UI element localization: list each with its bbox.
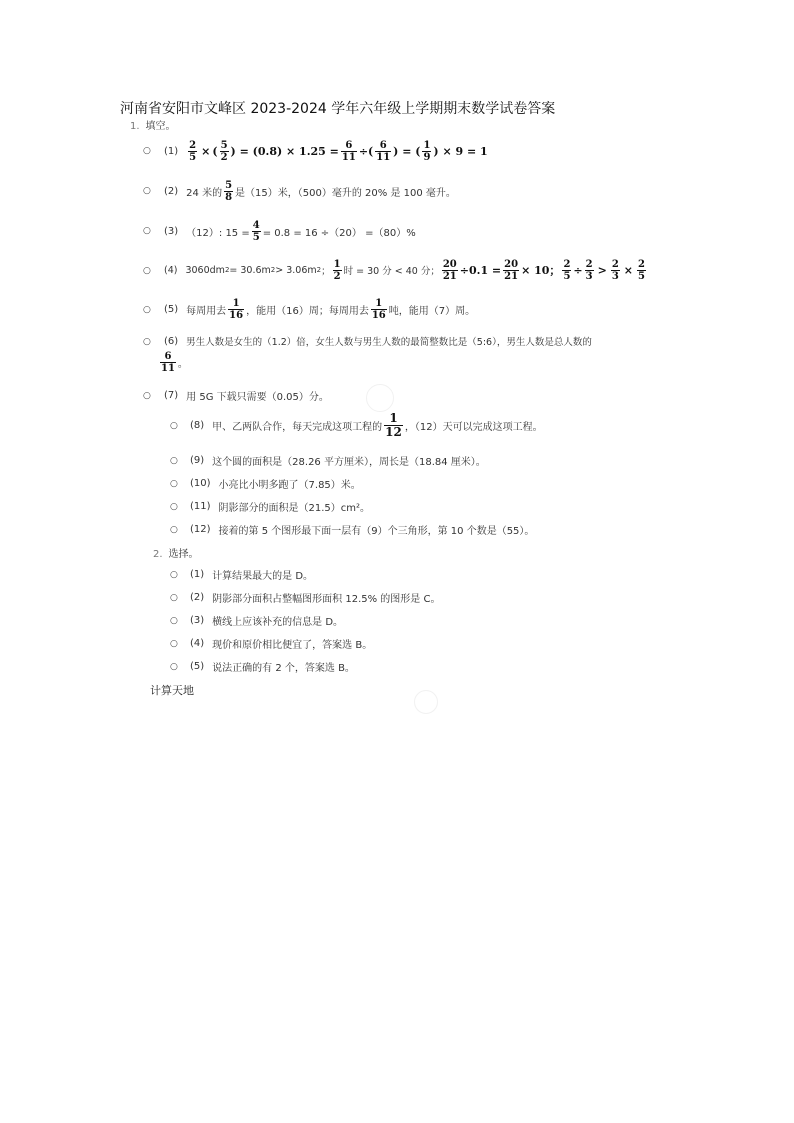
fraction: $\frac{1}{2}$ xyxy=(333,258,341,282)
bullet-icon: ○ xyxy=(170,639,178,649)
item-number: (3) xyxy=(190,614,205,626)
bullet-icon: ○ xyxy=(170,479,178,489)
section-choice-heading xyxy=(153,545,199,560)
choice-item-3: (3) 横线上应该补充的信息是 D。 xyxy=(190,614,344,628)
fill-item-9: (9) 这个圆的面积是（28.26 平方厘米），周长是（18.84 厘米）。 xyxy=(190,454,486,468)
fraction: $\frac{4}{5}$ xyxy=(252,219,260,243)
bullet-icon: ○ xyxy=(170,593,178,603)
fraction: $\frac{5}{8}$ xyxy=(225,179,233,203)
fill-item-3: (3) （12）: 15 = $\frac{4}{5}$ = 0.8 = 16 ÷（20） =（80）% xyxy=(164,219,416,243)
choice-item-5: (5) 说法正确的有 2 个，答案选 B。 xyxy=(190,660,355,674)
bullet-icon: ○ xyxy=(170,421,178,431)
bullet-icon: ○ xyxy=(143,305,151,315)
fraction: $\frac{2}{3}$ xyxy=(585,258,593,282)
fraction: $\frac{6}{11}$ xyxy=(376,139,391,163)
fill-item-11: (11) 阴影部分的面积是（21.5）cm²。 xyxy=(190,500,371,514)
item-number: (3) xyxy=(164,225,179,237)
section-label: 选择。 xyxy=(168,549,199,560)
fill-item-1: (1) $\frac{2}{5}$ × ( $\frac{5}{2}$ ) = (0.8) × 1.25 = $\frac{6}{11}$ ÷( $\frac{6}{11}$ ) = ( $\frac{1}{9}$ ) × 9 = 1 xyxy=(164,139,488,163)
fraction: $\frac{2}{3}$ xyxy=(611,258,619,282)
item-number: (5) xyxy=(164,303,179,315)
item-number: (10) xyxy=(190,477,211,489)
choice-item-1: (1) 计算结果最大的是 D。 xyxy=(190,568,314,582)
bullet-icon: ○ xyxy=(143,146,151,156)
bullet-icon: ○ xyxy=(170,502,178,512)
choice-item-4: (4) 现价和原价相比便宜了，答案选 B。 xyxy=(190,637,373,651)
bullet-icon: ○ xyxy=(143,186,151,196)
item-number: (1) xyxy=(164,145,179,157)
watermark-circle xyxy=(366,384,394,412)
fill-item-5: (5) 每周用去 $\frac{1}{16}$ ，能用（16）周；每周用去 $\frac{1}{16}$ 吨，能用（7）周。 xyxy=(164,297,476,321)
fraction: $\frac{6}{11}$ xyxy=(341,139,356,163)
watermark-circle xyxy=(414,690,438,714)
item-number: (7) xyxy=(164,389,179,401)
fill-item-6: (6) 男生人数是女生的（1.2）倍，女生人数与男生人数的最简整数比是（5:6），男生人数是总人数的 xyxy=(164,335,592,348)
item-number: (8) xyxy=(190,419,205,431)
item-number: (4) xyxy=(164,264,178,276)
fill-item-8: (8) 甲、乙两队合作，每天完成这项工程的 $\frac{1}{12}$ ，（12）天可以完成这项工程。 xyxy=(190,410,543,439)
section-calc-heading: 计算天地 xyxy=(150,684,194,697)
fraction: $\frac{2}{5}$ xyxy=(638,258,645,282)
choice-item-2: (2) 阴影部分面积占整幅图形面积 12.5% 的图形是 C。 xyxy=(190,591,441,605)
fill-item-12: (12) 接着的第 5 个图形最下面一层有（9）个三角形，第 10 个数是（55）。 xyxy=(190,523,535,537)
item-number: (9) xyxy=(190,454,205,466)
fraction: $\frac{2}{5}$ xyxy=(563,258,571,282)
item-number: (5) xyxy=(190,660,205,672)
fraction: $\frac{20}{21}$ xyxy=(442,258,457,282)
fraction: $\frac{20}{21}$ xyxy=(504,258,519,282)
section-fill-heading xyxy=(130,117,176,132)
fraction: $\frac{1}{9}$ xyxy=(423,139,431,163)
section-label: 填空。 xyxy=(145,121,176,132)
bullet-icon: ○ xyxy=(143,226,151,236)
bullet-icon: ○ xyxy=(143,337,151,347)
fill-item-4: (4) 3060dm 2 = 30.6m 2 > 3.06m 2 ； $\frac{1}{2}$ 时 = 30 分 < 40 分； $\frac{20}{21}$ ÷0.1 = $\frac{20}{21}$ × 10； $\frac{2}{5}$ ÷ $\frac{2}{3}$ > $\frac{2}{3}$ × $\frac{2}{5}$ xyxy=(164,258,645,282)
fraction: $\frac{1}{16}$ xyxy=(371,297,386,321)
bullet-icon: ○ xyxy=(170,662,178,672)
item-number: (4) xyxy=(190,637,205,649)
item-number: (2) xyxy=(190,591,205,603)
section-number: 1. xyxy=(130,121,140,132)
fill-item-10: (10) 小亮比小明多跑了（7.85）米。 xyxy=(190,477,361,491)
fraction: $\frac{6}{11}$ xyxy=(161,350,175,374)
item-number: (2) xyxy=(164,185,179,197)
item-number: (6) xyxy=(164,335,179,347)
item-number: (11) xyxy=(190,500,211,512)
bullet-icon: ○ xyxy=(170,525,178,535)
fraction: $\frac{1}{12}$ xyxy=(385,410,402,439)
fraction: $\frac{1}{16}$ xyxy=(229,297,244,321)
fill-item-7: (7) 用 5G 下载只需要（0.05）分。 xyxy=(164,389,329,403)
item-number: (12) xyxy=(190,523,211,535)
item-number: (1) xyxy=(190,568,205,580)
page-title: 河南省安阳市文峰区 2023-2024 学年六年级上学期期末数学试卷答案 xyxy=(120,101,556,117)
section-number: 2. xyxy=(153,549,163,560)
fill-item-2: (2) 24 米的 $\frac{5}{8}$ 是（15）米，（500）毫升的 20% 是 100 毫升。 xyxy=(164,179,456,203)
bullet-icon: ○ xyxy=(143,391,151,401)
bullet-icon: ○ xyxy=(170,456,178,466)
fill-item-6-continued: $\frac{6}{11}$ 。 xyxy=(161,350,188,374)
bullet-icon: ○ xyxy=(143,266,151,276)
bullet-icon: ○ xyxy=(170,616,178,626)
bullet-icon: ○ xyxy=(170,570,178,580)
fraction: $\frac{5}{2}$ xyxy=(220,139,228,163)
fraction: $\frac{2}{5}$ xyxy=(189,139,197,163)
